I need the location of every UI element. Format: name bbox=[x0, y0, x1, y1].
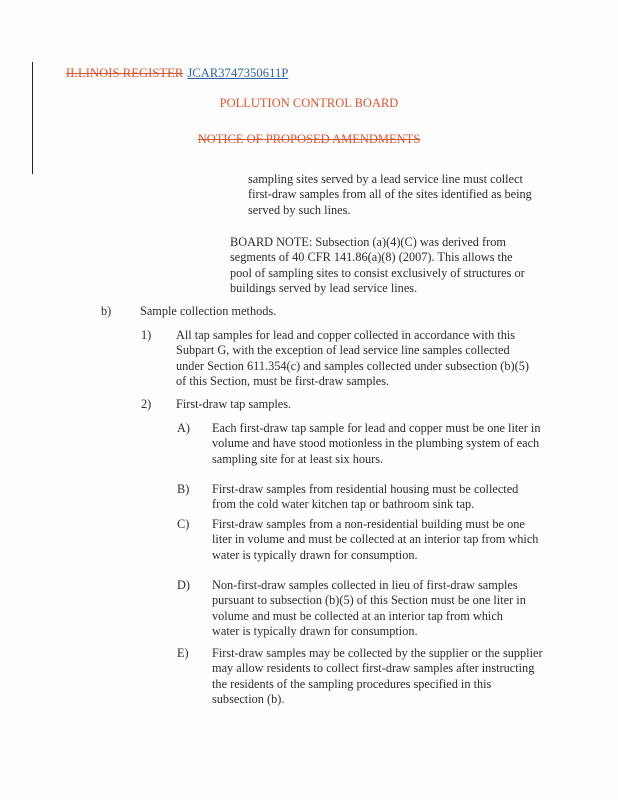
notice-title: NOTICE OF PROPOSED AMENDMENTS bbox=[197, 132, 421, 146]
item-D-label: D) bbox=[177, 578, 190, 592]
item-B-label: B) bbox=[177, 482, 190, 496]
item-1-text: All tap samples for lead and copper collected in accordance with this Subpart G, with the exception of lead service line samples collected under Section 611.354(c) and samples collected under subsection (b)(5) of this Section, must be first-draw samples. bbox=[176, 328, 529, 389]
item-A-text: Each first-draw tap sample for lead and copper must be one liter in volume and have stood motionless in the plumbing system of each sampling site for at least six hours. bbox=[212, 421, 541, 466]
subsection-b-text: Sample collection methods. bbox=[140, 304, 277, 318]
item-B-text: First-draw samples from residential housing must be collected from the cold water kitchen tap or bathroom sink tap. bbox=[212, 482, 519, 512]
register-inserted-text: JCAR3747350611P bbox=[187, 66, 289, 80]
item-E-label: E) bbox=[177, 646, 189, 660]
board-title: POLLUTION CONTROL BOARD bbox=[219, 96, 399, 110]
item-1-label: 1) bbox=[141, 328, 152, 342]
item-2-text: First-draw tap samples. bbox=[176, 397, 292, 411]
revision-change-bar bbox=[32, 62, 33, 174]
board-note-paragraph: BOARD NOTE: Subsection (a)(4)(C) was derived from segments of 40 CFR 141.86(a)(8) (2007). This allows the pool of sampling sites to consist exclusively of structures or buildings served by lead service lines. bbox=[230, 235, 525, 296]
register-header bbox=[66, 66, 288, 81]
item-C-text: First-draw samples from a non-residential building must be one liter in volume and must be collected at an interior tap from which water is typically drawn for consumption. bbox=[212, 517, 539, 562]
continuation-paragraph: sampling sites served by a lead service line must collect first-draw samples from all of the sites identified as being served by such lines. bbox=[248, 172, 532, 217]
item-C-label: C) bbox=[177, 517, 190, 531]
item-D-text: Non-first-draw samples collected in lieu of first-draw samples pursuant to subsection (b)(5) of this Section must be one liter in volume and must be collected at an interior tap from which water is typically drawn for consumption. bbox=[212, 578, 526, 639]
item-A-label: A) bbox=[177, 421, 190, 435]
item-2-label: 2) bbox=[141, 397, 152, 411]
register-struck-text: ILLINOIS REGISTER bbox=[66, 66, 184, 80]
subsection-b-label: b) bbox=[101, 304, 112, 318]
item-E-text: First-draw samples may be collected by the supplier or the supplier may allow residents to collect first-draw samples after instructing the residents of the sampling procedures specified in this subsection (b). bbox=[212, 646, 543, 707]
